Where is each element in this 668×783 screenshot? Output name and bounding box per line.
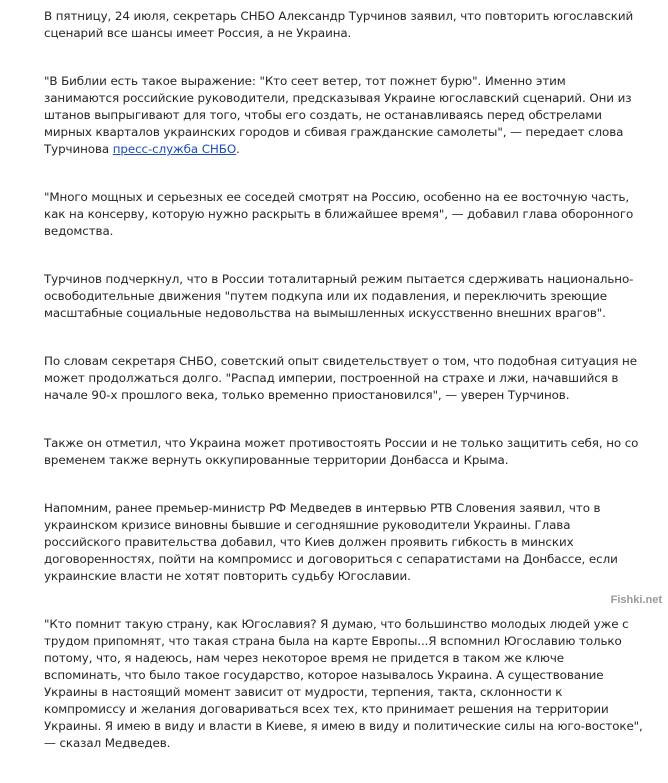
press-service-link[interactable]: пресс-служба СНБО bbox=[112, 142, 237, 156]
paragraph-5: По словам секретаря СНБО, советский опыт свидетельствует о том, что подобная ситуация не может продолжаться долго. "Распад империи, построенной на страхе и лжи, начавшийся в начале 90-х прошлого века, только временно приостановился", — уверен Турчинов. bbox=[44, 354, 637, 402]
paragraph-2-text: "В Библии есть такое выражение: "Кто сеет ветер, тот пожнет бурю". Именно этим занимаются российские руководители, предсказывая Украине югославский сценарий. Они из штанов выпрыгивают для того, чтобы его создать, не останавливаясь перед обстрелами мирных кварталов украинских городов и сбивая гражданские самолеты", — передает слова Турчинова bbox=[44, 74, 632, 156]
paragraph-6: Также он отметил, что Украина может противостоять России и не только защитить себя, но со временем также вернуть оккупированные территории Донбасса и Крыма. bbox=[44, 436, 639, 467]
watermark: Fishki.net bbox=[610, 594, 662, 606]
paragraph-3: "Много мощных и серьезных ее соседей смотрят на Россию, особенно на ее восточную часть, как на консерву, которую нужно раскрыть в ближайшее время", — добавил глава оборонного ведомства. bbox=[44, 190, 634, 238]
paragraph-8: "Кто помнит такую страну, как Югославия? Я думаю, что большинство молодых людей уже с трудом припомнят, что такая страна была на карте Европы...Я вспомнил Югославию только потому, что, я надеюсь, нам через некоторое время не придется в таком же ключе вспоминать, что было такое государство, которое называлось Украина. А существование Украины в настоящий момент зависит от мудрости, терпения, такта, склонности к компромиссу и желания договариваться всех тех, кто принимает решения на территории Украины. Я имею в виду и власти в Киеве, я имею в виду и политические силы на юго-востоке", — сказал Медведев. bbox=[44, 617, 643, 750]
paragraph-2-end: . bbox=[236, 142, 240, 156]
paragraph-7: Напомним, ранее премьер-министр РФ Медведев в интервью РТВ Словения заявил, что в украинском кризисе виновны бывшие и сегодняшние руководители Украины. Глава российского правительства добавил, что Киев должен проявить гибкость в минских договоренностях, пойти на компромисс и договориться с сепаратистами на Донбассе, если украинские власти не хотят повторить судьбу Югославии. bbox=[44, 501, 618, 583]
paragraph-1: В пятницу, 24 июля, секретарь СНБО Александр Турчинов заявил, что повторить югославский сценарий все шансы имеет Россия, а не Украина. bbox=[44, 9, 634, 40]
paragraph-4: Турчинов подчеркнул, что в России тоталитарный режим пытается сдерживать национально-освободительные движения "путем подкупа или их подавления, и переключить зреющие масштабные социальные недовольства на вымышленных искусственно внешних врагов". bbox=[44, 272, 634, 320]
article-body bbox=[44, 8, 644, 783]
paragraph-2 bbox=[44, 73, 644, 158]
